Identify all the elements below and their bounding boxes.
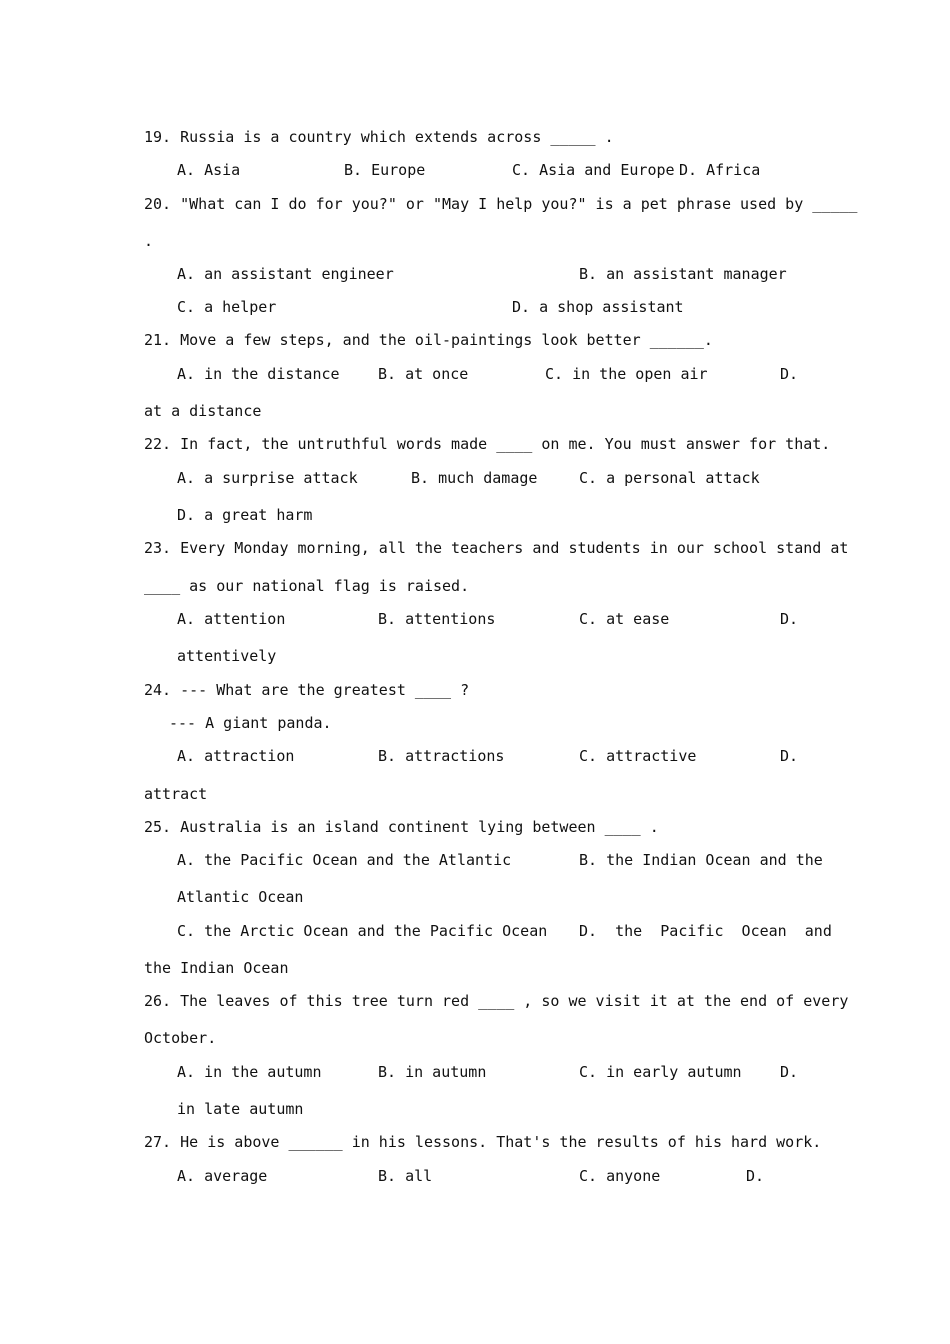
q24-option-c: C. attractive	[579, 747, 697, 765]
question-21: 21. Move a few steps, and the oil-paintings look better ______.	[144, 331, 713, 349]
q26-option-c: C. in early autumn	[579, 1063, 742, 1081]
question-24-answer-line: --- A giant panda.	[169, 714, 332, 732]
question-23-continued: ____ as our national flag is raised.	[144, 577, 470, 595]
q25-option-c: C. the Arctic Ocean and the Pacific Ocean	[177, 922, 548, 940]
q19-option-d: D. Africa	[679, 161, 761, 179]
q26-option-a: A. in the autumn	[177, 1063, 322, 1081]
question-26-continued: October.	[144, 1029, 217, 1047]
q21-option-c: C. in the open air	[545, 365, 708, 383]
question-23: 23. Every Monday morning, all the teachers and students in our school stand at	[144, 539, 849, 557]
q25-option-d: D. the Pacific Ocean and	[579, 922, 832, 940]
q20-option-d: D. a shop assistant	[512, 298, 684, 316]
q24-option-a: A. attraction	[177, 747, 295, 765]
q25-option-a: A. the Pacific Ocean and the Atlantic	[177, 851, 512, 869]
q20-option-c: C. a helper	[177, 298, 277, 316]
q26-option-d-text: in late autumn	[177, 1100, 304, 1118]
q22-option-c: C. a personal attack	[579, 469, 760, 487]
q22-option-a: A. a surprise attack	[177, 469, 358, 487]
q27-option-c: C. anyone	[579, 1167, 661, 1185]
question-25: 25. Australia is an island continent lying between ____ .	[144, 818, 659, 836]
q24-option-d: D.	[780, 747, 799, 765]
q21-option-d-text: at a distance	[144, 402, 262, 420]
q23-option-b: B. attentions	[378, 610, 496, 628]
q25-option-d-continued: the Indian Ocean	[144, 959, 289, 977]
q19-option-a: A. Asia	[177, 161, 241, 179]
q26-option-d: D.	[780, 1063, 799, 1081]
q25-option-b-continued: Atlantic Ocean	[177, 888, 304, 906]
q20-option-a: A. an assistant engineer	[177, 265, 394, 283]
question-19: 19. Russia is a country which extends across _____ .	[144, 128, 614, 146]
q23-option-c: C. at ease	[579, 610, 670, 628]
question-27: 27. He is above ______ in his lessons. That's the results of his hard work.	[144, 1133, 822, 1151]
question-20: 20. "What can I do for you?" or "May I help you?" is a pet phrase used by _____	[144, 195, 858, 213]
q27-option-d: D.	[746, 1167, 765, 1185]
q22-option-d: D. a great harm	[177, 506, 313, 524]
q21-option-a: A. in the distance	[177, 365, 340, 383]
q27-option-b: B. all	[378, 1167, 433, 1185]
q21-option-d: D.	[780, 365, 799, 383]
question-26: 26. The leaves of this tree turn red ____ , so we visit it at the end of every	[144, 992, 849, 1010]
question-24: 24. --- What are the greatest ____ ?	[144, 681, 470, 699]
q23-option-a: A. attention	[177, 610, 286, 628]
q25-option-b: B. the Indian Ocean and the	[579, 851, 823, 869]
q19-option-c: C. Asia and Europe	[512, 161, 675, 179]
q24-option-d-text: attract	[144, 785, 208, 803]
q27-option-a: A. average	[177, 1167, 268, 1185]
question-22: 22. In fact, the untruthful words made ____ on me. You must answer for that.	[144, 435, 831, 453]
q21-option-b: B. at once	[378, 365, 469, 383]
q23-option-d: D.	[780, 610, 799, 628]
question-20-continued: .	[144, 232, 154, 250]
q24-option-b: B. attractions	[378, 747, 505, 765]
q22-option-b: B. much damage	[411, 469, 538, 487]
q23-option-d-text: attentively	[177, 647, 277, 665]
q20-option-b: B. an assistant manager	[579, 265, 787, 283]
q19-option-b: B. Europe	[344, 161, 426, 179]
q26-option-b: B. in autumn	[378, 1063, 487, 1081]
